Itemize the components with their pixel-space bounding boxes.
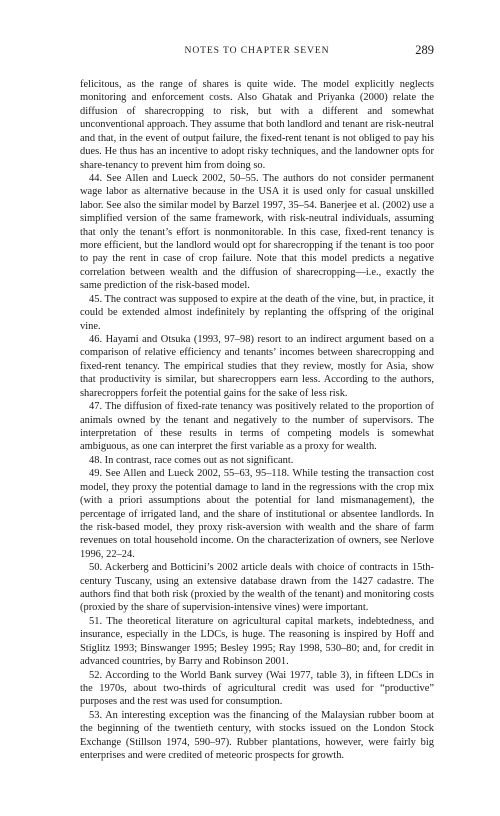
- note-47: 47. The diffusion of fixed-rate tenancy was positively related to the proportion of animals owned by the tenant and negatively to the number of supervisors. The interpretation of these results in terms of competing models is somewhat ambiguous, as one can interpret the first variable as a proxy for wealth.: [80, 401, 434, 453]
- note-49: 49. See Allen and Lueck 2002, 55–63, 95–118. While testing the transaction cost model, they proxy the potential damage to land in the regressions with the crop mix (with a priori assumptions about the potential for land mismanagement), the percentage of irrigated land, and the share of institutional or absentee landlords. In the risk-based model, they proxy risk-aversion with wealth and the share of farm revenues on total household income. On the characterization of owners, see Nerlove 1996, 22–24.: [80, 468, 434, 560]
- note-50: 50. Ackerberg and Botticini’s 2002 article deals with choice of contracts in 15th-century Tuscany, using an extensive database drawn from the 1427 cadastre. The authors find that both risk (proxied by the wealth of the tenant) and monitoring costs (proxied by the share of supervision-intensive vines) were important.: [80, 562, 434, 614]
- chapter-notes-title: NOTES TO CHAPTER SEVEN: [184, 45, 330, 56]
- notes-body: [80, 78, 434, 763]
- note-51: 51. The theoretical literature on agricultural capital markets, indebtedness, and insurance, especially in the LDCs, is huge. The reasoning is inspired by Hoff and Stiglitz 1993; Binswanger 1995; Besley 1995; Ray 1998, 530–80; and, for credit in advanced countries, by Barry and Robinson 2001.: [80, 615, 434, 668]
- page-number: 289: [415, 43, 434, 57]
- note-46: 46. Hayami and Otsuka (1993, 97–98) resort to an indirect argument based on a comparison of relative efficiency and tenants’ incomes between sharecropping and fixed-rent tenancy. The empirical studies that they review, mostly for Asia, show that productivity is similar, but sharecroppers earn less. According to the authors, sharecroppers forfeit the potential gains for the sake of less risk.: [80, 334, 434, 399]
- note-45: 45. The contract was supposed to expire at the death of the vine, but, in practice, it could be extended almost indefinitely by replanting the offspring of the original vine.: [80, 293, 434, 332]
- note-continuation: felicitous, as the range of shares is quite wide. The model explicitly neglects monitoring and enforcement costs. Also Ghatak and Priyanka (2000) relate the diffusion of sharecropping to risk, but with a different and somewhat unconventional approach. They assume that both landlord and tenant are risk-neutral and that, in the event of output failure, the fixed-rent tenant is not obliged to pay his dues. He thus has an incentive to adopt risky techniques, and the landowner opts for share-tenancy to prevent him from doing so.: [80, 79, 434, 171]
- note-48: 48. In contrast, race comes out as not significant.: [89, 454, 294, 466]
- note-44: 44. See Allen and Lueck 2002, 50–55. The authors do not consider permanent wage labor as alternative because in the USA it is used only for casual unskilled labor. See also the similar model by Barzel 1997, 35–54. Banerjee et al. (2002) use a simplified version of the same framework, with risk-neutral individuals, assuming that only the tenant’s effort is nonmonitorable. In this case, fixed-rent tenancy is more efficient, but the landlord would opt for sharecropping if the tenant is too poor to pay the rent in case of crop failure. Note that this model predicts a negative correlation between wealth and the diffusion of sharecropping—i.e., exactly the same prediction of the risk-based model.: [80, 172, 434, 292]
- note-52: 52. According to the World Bank survey (Wai 1977, table 3), in fifteen LDCs in the 1970s, about two-thirds of agricultural credit was used for “productive” purposes and the rest was used for consumption.: [80, 669, 434, 708]
- running-head: [80, 44, 434, 58]
- note-53: 53. An interesting exception was the financing of the Malaysian rubber boom at the beginning of the twentieth century, with stocks issued on the London Stock Exchange (Stillson 1974, 590–97). Rubber plantations, however, were fairly big enterprises and were credited of meteoric prospects for growth.: [80, 709, 434, 762]
